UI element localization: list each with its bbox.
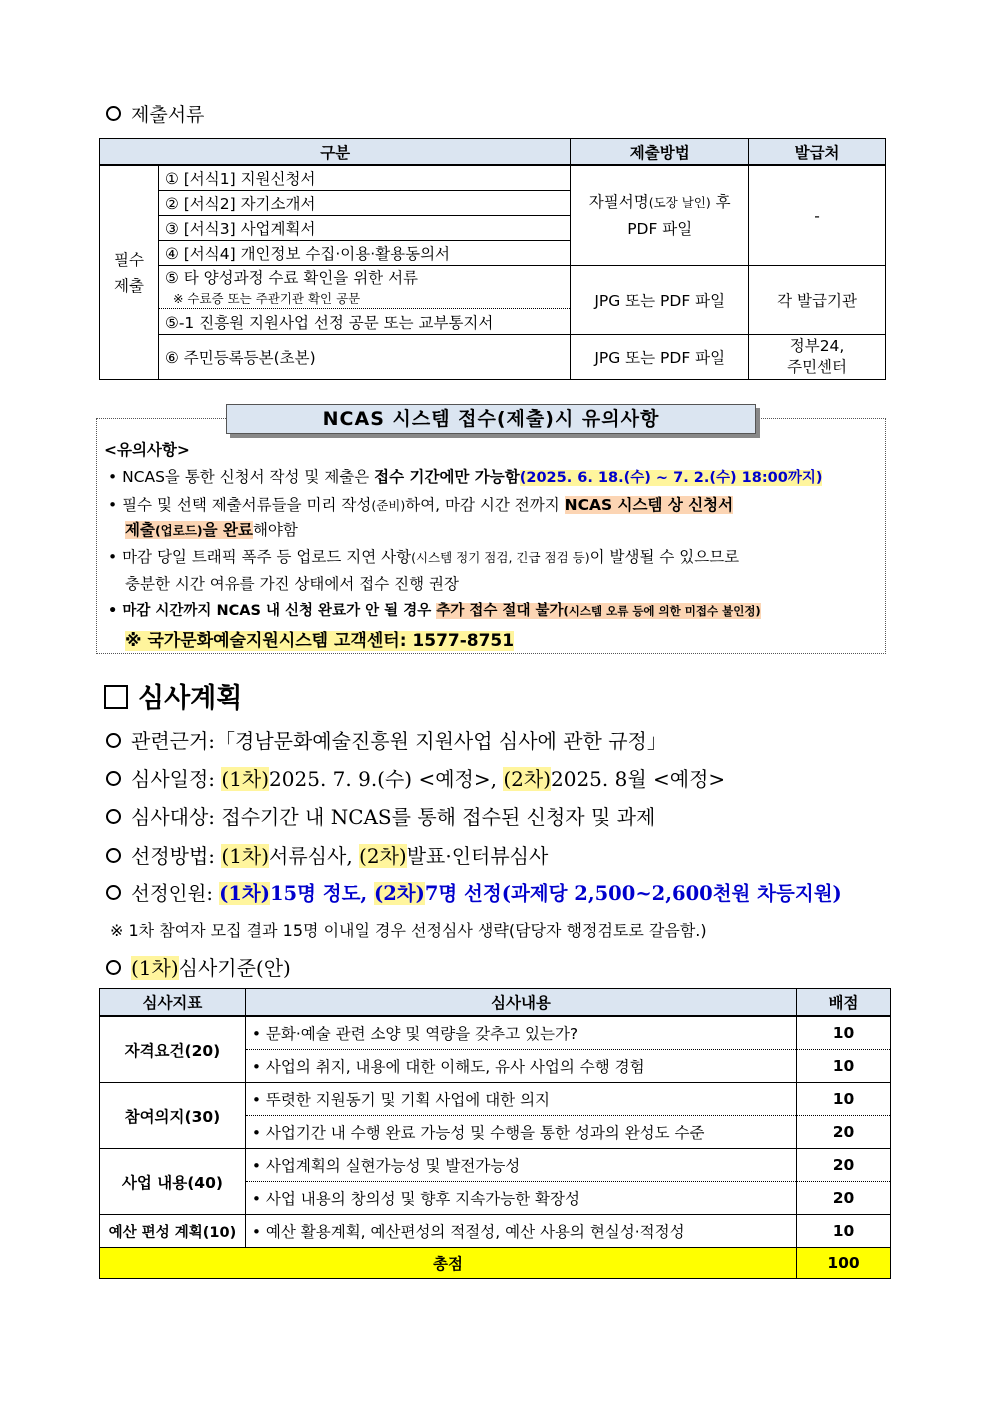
basis-line: 관련근거:「경남문화예술진흥원 지원사업 심사에 관한 규정」 — [106, 725, 667, 754]
doc-item: ⑤-1 진흥원 지원사업 선정 공문 또는 교부통지서 — [158, 309, 570, 335]
documents-table — [99, 138, 886, 380]
doc-item: ⑥ 주민등록등본(초본) — [158, 335, 570, 380]
issuer-each-agency: 각 발급기관 — [749, 266, 886, 335]
col-header-method: 제출방법 — [571, 139, 749, 166]
issuer-none: - — [749, 165, 886, 266]
notice-line-2: • 필수 및 선택 제출서류들을 미리 작성(준비)하여, 마감 시간 전까지 NCAS 시스템 상 신청서 — [108, 496, 734, 514]
doc-item: ③ [서식3] 사업계획서 — [158, 216, 570, 241]
schedule-line: 심사일정: (1차)2025. 7. 9.(수) <예정>, (2차)2025. 8월 <예정> — [106, 763, 725, 792]
target-line: 심사대상: 접수기간 내 NCAS를 통해 접수된 신청자 및 과제 — [106, 801, 655, 830]
total-label: 총점 — [100, 1248, 797, 1279]
criteria-score: 10 — [797, 1016, 891, 1050]
notice-line-1: • NCAS을 통한 신청서 작성 및 제출은 접수 기간에만 가능함(2025. 6. 18.(수) ~ 7. 2.(수) 18:00까지) — [108, 468, 823, 486]
criteria-score: 10 — [797, 1083, 891, 1116]
criteria-table — [99, 988, 891, 1279]
circle-bullet-icon — [106, 960, 121, 975]
col-header-content: 심사내용 — [245, 989, 796, 1017]
criteria-score: 10 — [797, 1215, 891, 1248]
notice-helpline: ※ 국가문화예술지원시스템 고객센터: 1577-8751 — [125, 631, 515, 651]
doc-item-note: ※ 수료증 또는 주관기관 확인 공문 — [158, 288, 570, 309]
doc-item: ② [서식2] 자기소개서 — [158, 191, 570, 216]
square-bullet-icon — [104, 685, 128, 709]
note-line: ※ 1차 참여자 모집 결과 15명 이내일 경우 선정심사 생략(담당자 행정검토로 갈음함.) — [110, 921, 707, 940]
notice-label: <유의사항> — [104, 441, 190, 459]
doc-item: ⑤ 타 양성과정 수료 확인을 위한 서류 — [158, 266, 570, 289]
circle-bullet-icon — [106, 106, 121, 121]
criteria-group: 사업 내용(40) — [100, 1149, 246, 1215]
table-row — [100, 1016, 891, 1050]
criteria-score: 10 — [797, 1050, 891, 1083]
criteria-heading: (1차)심사기준(안) — [106, 952, 291, 981]
method-signature-pdf: 자필서명(도장 날인) 후 PDF 파일 — [571, 165, 749, 266]
col-header-issuer: 발급처 — [749, 139, 886, 166]
method-line: 선정방법: (1차)서류심사, (2차)발표·인터뷰심사 — [106, 840, 548, 869]
criteria-content: • 문화·예술 관련 소양 및 역량을 갖추고 있는가? — [245, 1016, 796, 1050]
circle-bullet-icon — [106, 809, 121, 824]
issuer-gov24: 정부24, 주민센터 — [749, 335, 886, 380]
criteria-content: • 사업 내용의 창의성 및 향후 지속가능한 확장성 — [245, 1182, 796, 1215]
section-title: 심사계획 — [104, 676, 242, 715]
criteria-content: • 사업기간 내 수행 완료 가능성 및 수행을 통한 성과의 완성도 수준 — [245, 1116, 796, 1149]
criteria-content: • 사업계획의 실현가능성 및 발전가능성 — [245, 1149, 796, 1182]
notice-title: NCAS 시스템 접수(제출)시 유의사항 — [226, 404, 756, 434]
col-header-indicator: 심사지표 — [100, 989, 246, 1017]
criteria-score: 20 — [797, 1149, 891, 1182]
criteria-group: 예산 편성 계획(10) — [100, 1215, 246, 1248]
circle-bullet-icon — [106, 771, 121, 786]
table-row — [100, 1215, 891, 1248]
method-jpg-pdf: JPG 또는 PDF 파일 — [571, 335, 749, 380]
doc-item: ① [서식1] 지원신청서 — [158, 165, 570, 191]
notice-line-5: 충분한 시간 여유를 가진 상태에서 접수 진행 권장 — [125, 575, 459, 593]
table-row — [100, 1083, 891, 1116]
headcount-line: 선정인원: (1차)15명 정도, (2차)7명 선정(과제당 2,500~2,600천원 차등지원) — [106, 878, 842, 906]
circle-bullet-icon — [106, 848, 121, 863]
criteria-score: 20 — [797, 1182, 891, 1215]
circle-bullet-icon — [106, 885, 121, 900]
col-header-category: 구분 — [100, 139, 571, 166]
doc-item: ④ [서식4] 개인정보 수집·이용·활용동의서 — [158, 241, 570, 266]
required-group-label: 필수 제출 — [100, 165, 159, 380]
total-row — [100, 1248, 891, 1279]
notice-line-6: • 마감 시간까지 NCAS 내 신청 완료가 안 될 경우 추가 접수 절대 불가(시스템 오류 등에 의한 미접수 불인정) — [108, 603, 761, 619]
notice-line-4: • 마감 당일 트래픽 폭주 등 업로드 지연 사항(시스템 정기 점검, 긴급 점검 등)이 발생될 수 있으므로 — [108, 548, 740, 566]
docs-heading: 제출서류 — [106, 100, 204, 127]
criteria-group: 자격요건(20) — [100, 1016, 246, 1083]
notice-line-3: 제출(업로드)을 완료해야함 — [125, 521, 298, 539]
criteria-content: • 예산 활용계획, 예산편성의 적절성, 예산 사용의 현실성·적정성 — [245, 1215, 796, 1248]
circle-bullet-icon — [106, 733, 121, 748]
method-jpg-pdf: JPG 또는 PDF 파일 — [571, 266, 749, 335]
criteria-score: 20 — [797, 1116, 891, 1149]
table-row — [100, 1149, 891, 1182]
criteria-group: 참여의지(30) — [100, 1083, 246, 1149]
col-header-score: 배점 — [797, 989, 891, 1017]
criteria-content: • 뚜렷한 지원동기 및 기획 사업에 대한 의지 — [245, 1083, 796, 1116]
criteria-content: • 사업의 취지, 내용에 대한 이해도, 유사 사업의 수행 경험 — [245, 1050, 796, 1083]
total-score: 100 — [797, 1248, 891, 1279]
